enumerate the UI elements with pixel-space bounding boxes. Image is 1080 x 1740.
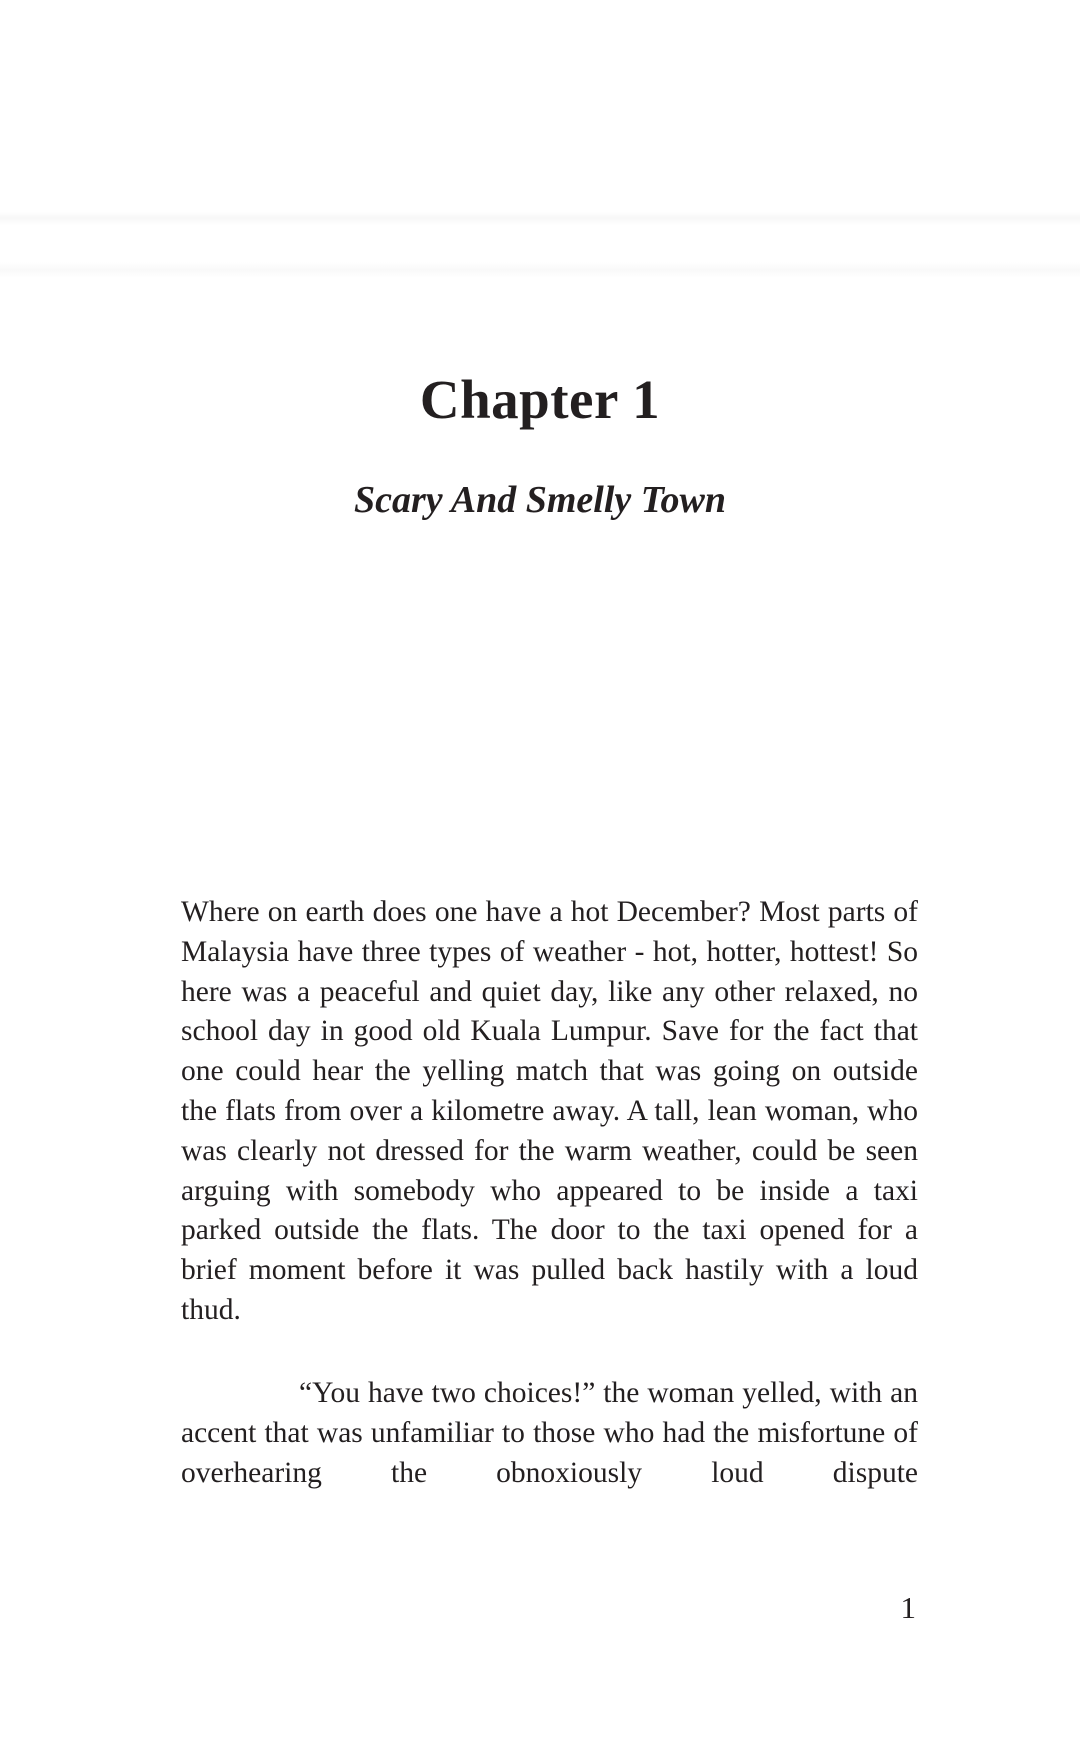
chapter-subtitle: Scary And Smelly Town xyxy=(354,479,726,521)
body-paragraph: Where on earth does one have a hot December? Most parts of Malaysia have three types of weather - hot, hotter, hottest! So here was a peaceful and quiet day, like any other relaxed, no school day in good old Kuala Lumpur. Save for the fact that one could hear the yelling match that was going on outside the flats from over a kilometre away. A tall, lean woman, who was clearly not dressed for the warm weather, could be seen arguing with somebody who appeared to be inside a taxi parked outside the flats. The door to the taxi opened for a brief moment before it was pulled back hastily with a loud thud. xyxy=(181,896,918,1326)
body-paragraph: “You have two choices!” the woman yelled, with an accent that was unfamiliar to those who had the misfortune of overhearing the obnoxiously loud dispute xyxy=(181,1377,918,1489)
chapter-title: Chapter 1 xyxy=(419,369,661,430)
page-number: 1 xyxy=(900,1590,916,1625)
page-top-margin xyxy=(0,0,1080,320)
